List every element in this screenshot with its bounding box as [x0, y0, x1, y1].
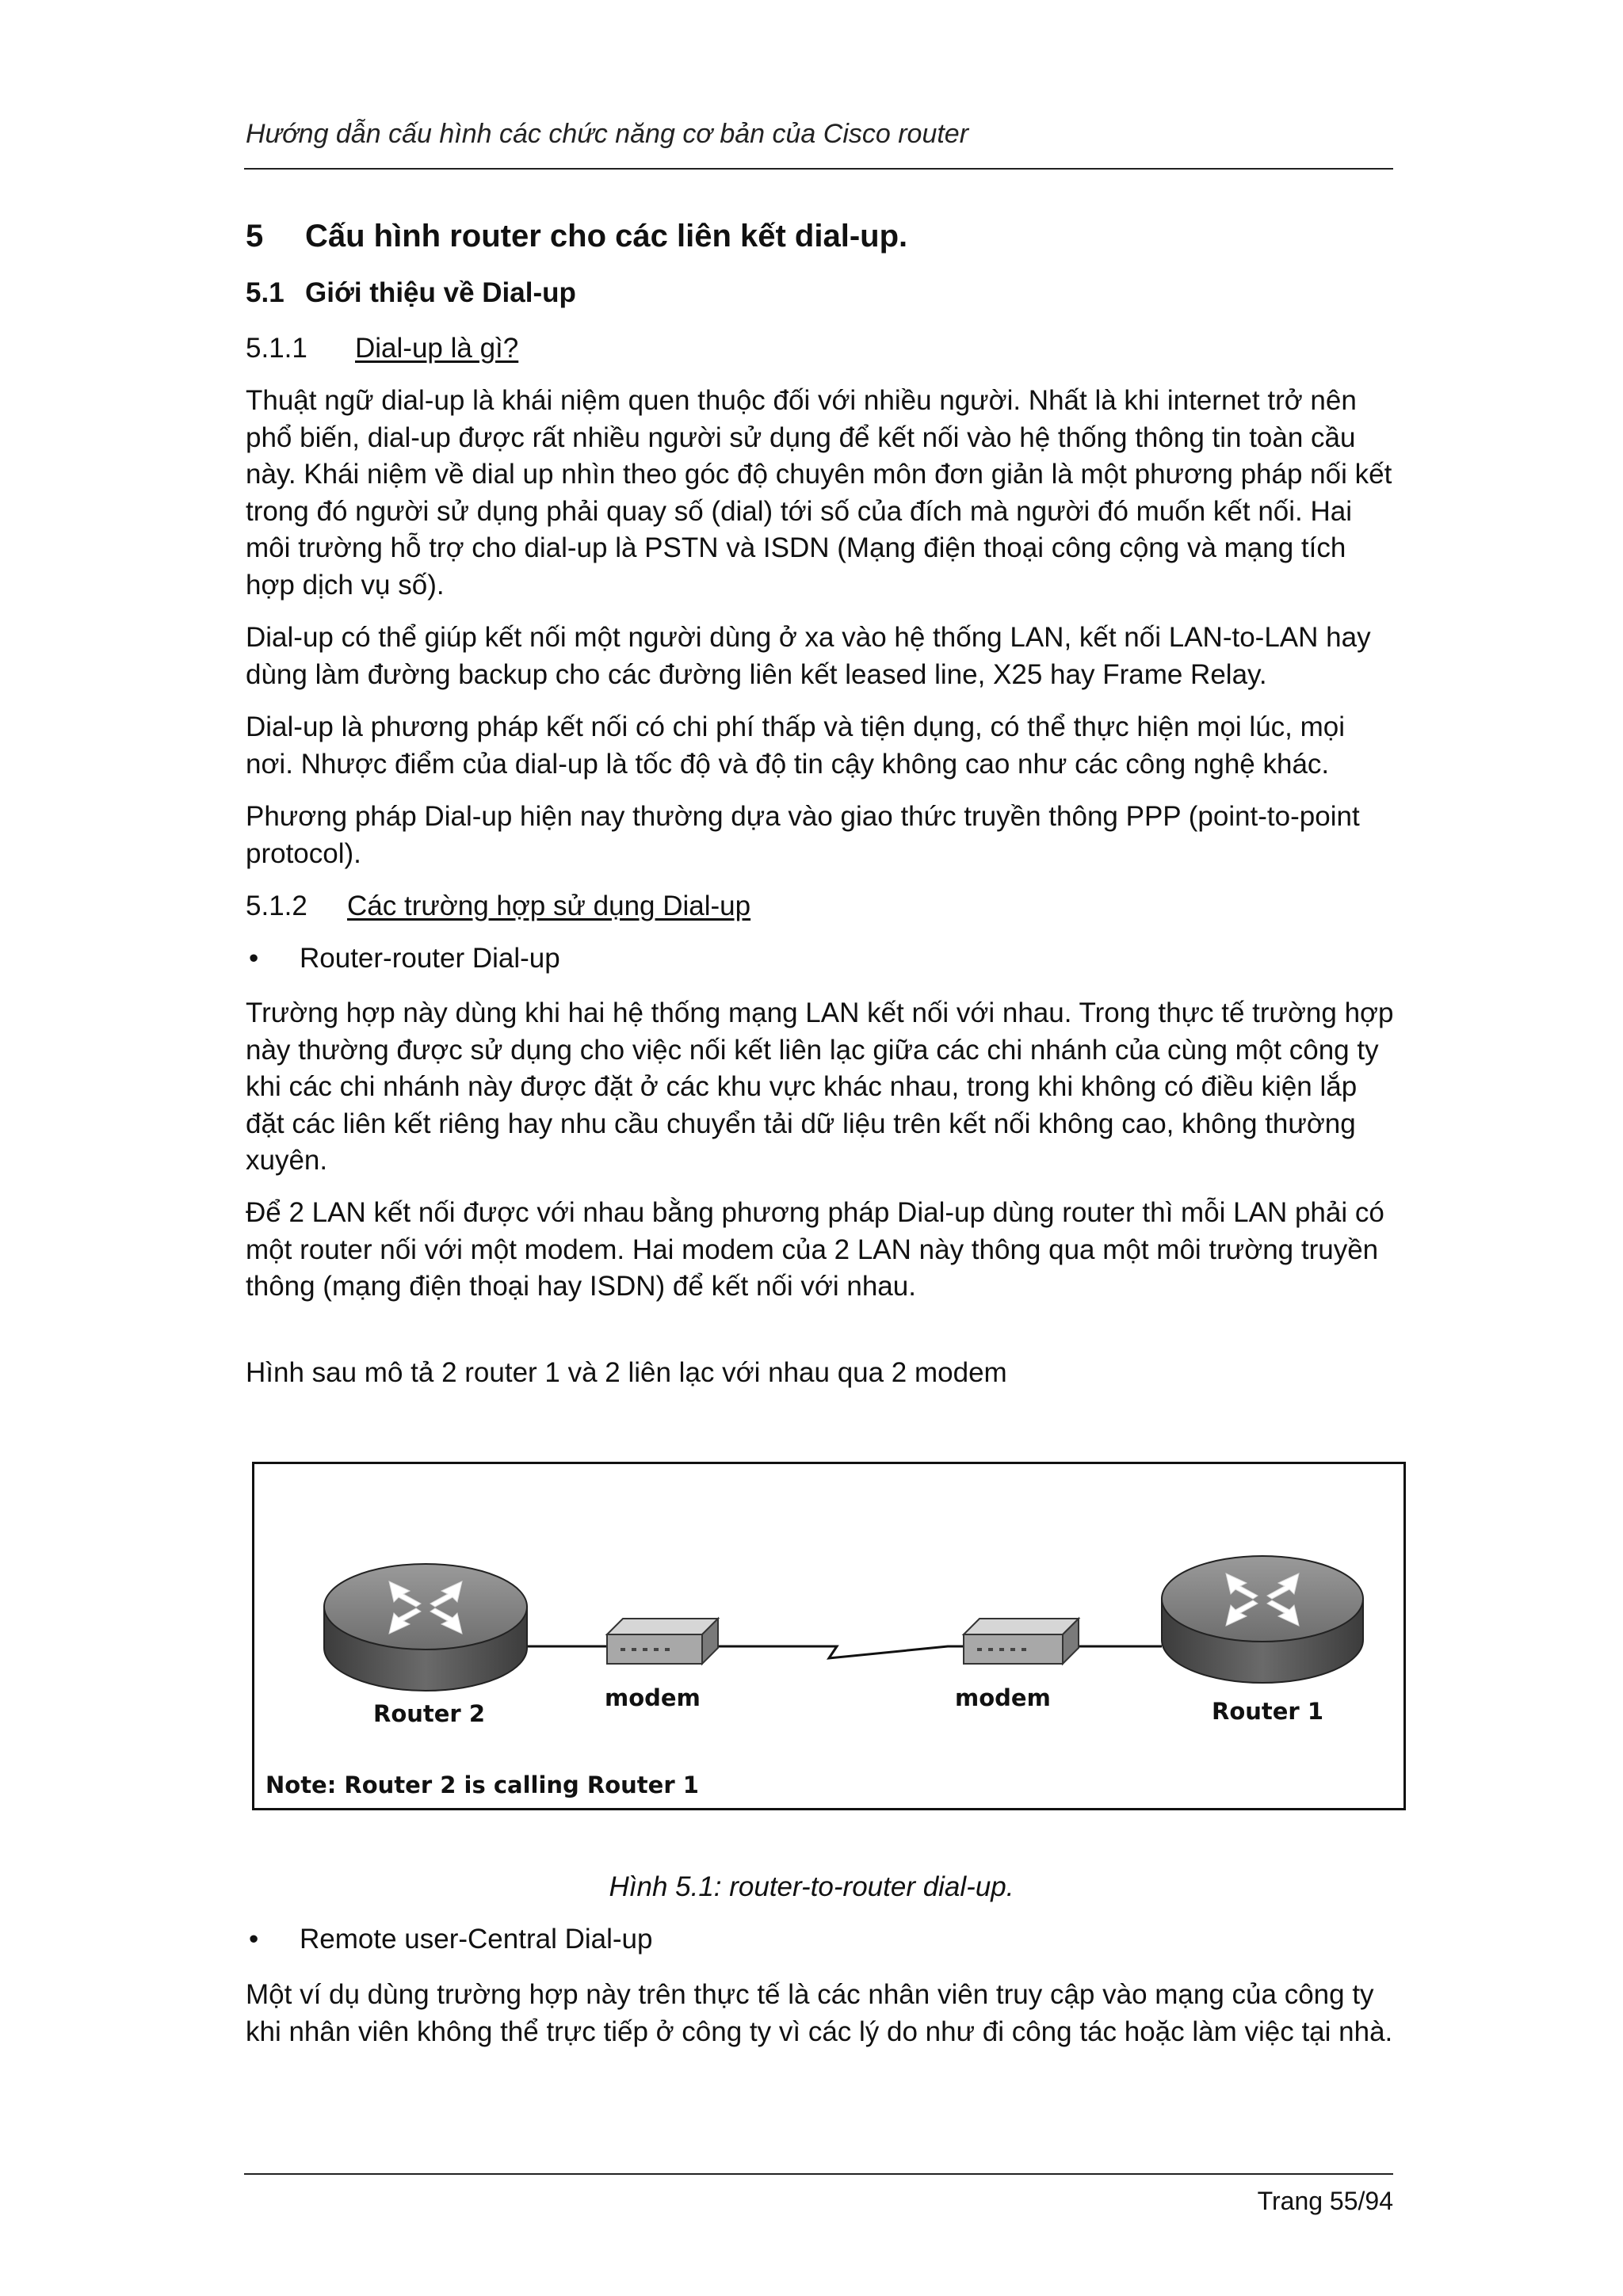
- figure-router-to-router: [252, 1462, 1406, 1810]
- bullet-text: Router-router Dial-up: [300, 943, 560, 974]
- section-5-title: Cấu hình router cho các liên kết dial-up.: [305, 219, 908, 254]
- section-5-1-heading: [246, 277, 576, 309]
- paragraph: Trường hợp này dùng khi hai hệ thống mạng LAN kết nối với nhau. Trong thực tế trường hợp này thường được sử dụng cho việc nối kết liên lạc giữa các chi nhánh của cùng một công ty khi các chi nhánh này được đặt ở các khu vực khác nhau, trong khi không có điều kiện lắp đặt các liên kết riêng hay nhu cầu chuyển tải dữ liệu trên kết nối không cao, không thường xuyên.: [246, 997, 1394, 1176]
- router-1-label: Router 1: [1212, 1698, 1324, 1725]
- modem-left-label: modem: [605, 1684, 701, 1711]
- section-5-1-title: Giới thiệu về Dial-up: [305, 277, 576, 308]
- router-icon: [324, 1564, 527, 1691]
- bullet-item: [246, 943, 560, 974]
- paragraph: Một ví dụ dùng trường hợp này trên thực tế là các nhân viên truy cập vào mạng của công ty khi nhân viên không thể trực tiếp ở công ty vì các lý do như đi công tác hoặc làm việc tại nhà.: [246, 1979, 1393, 2047]
- section-5-number: 5: [246, 219, 264, 254]
- section-5-1-number: 5.1: [246, 277, 285, 308]
- modem-icon: [607, 1619, 718, 1664]
- section-5-1-2-title: Các trường hợp sử dụng Dial-up: [347, 891, 751, 921]
- paragraph: Để 2 LAN kết nối được với nhau bằng phương pháp Dial-up dùng router thì mỗi LAN phải có một router nối với một modem. Hai modem của 2 LAN này thông qua một môi trường truyền thông (mạng điện thoại hay ISDN) để kết nối với nhau.: [246, 1197, 1384, 1302]
- network-diagram: [254, 1464, 1403, 1808]
- section-5-1-1-heading: [246, 333, 518, 364]
- dialup-link-zigzag: [718, 1646, 964, 1658]
- page-header-title: Hướng dẫn cấu hình các chức năng cơ bản của Cisco router: [246, 119, 969, 149]
- section-5-1-2-heading: [246, 891, 750, 922]
- bullet-icon: •: [249, 943, 259, 974]
- page-number: Trang 55/94: [1257, 2187, 1393, 2215]
- footer-divider: [244, 2173, 1393, 2175]
- paragraph: Dial-up có thể giúp kết nối một người dùng ở xa vào hệ thống LAN, kết nối LAN-to-LAN hay dùng làm đường backup cho các đường liên kết leased line, X25 hay Frame Relay.: [246, 622, 1371, 690]
- paragraph: Dial-up là phương pháp kết nối có chi phí thấp và tiện dụng, có thể thực hiện mọi lúc, mọi nơi. Nhược điểm của dial-up là tốc độ và độ tin cậy không cao như các công nghệ khác.: [246, 711, 1346, 780]
- bullet-icon: •: [249, 1924, 259, 1955]
- router-icon: [1162, 1556, 1363, 1683]
- figure-note: Note: Router 2 is calling Router 1: [265, 1772, 699, 1798]
- modem-icon: [964, 1619, 1079, 1664]
- modem-right-label: modem: [955, 1684, 1051, 1711]
- section-5-1-1-number: 5.1.1: [246, 333, 307, 364]
- section-5-1-2-number: 5.1.2: [246, 891, 307, 921]
- figure-intro: Hình sau mô tả 2 router 1 và 2 liên lạc với nhau qua 2 modem: [246, 1357, 1007, 1388]
- router-2-label: Router 2: [373, 1700, 486, 1727]
- paragraph: Thuật ngữ dial-up là khái niệm quen thuộc đối với nhiều người. Nhất là khi internet trở nên phổ biến, dial-up được rất nhiều người sử dụng để kết nối vào hệ thống thông tin toàn cầu này. Khái niệm về dial up nhìn theo góc độ chuyên môn đơn giản là một phương pháp nối kết trong đó người sử dụng phải quay số (dial) tới số của đích mà người đó muốn kết nối. Hai môi trường hỗ trợ cho dial-up là PSTN và ISDN (Mạng điện thoại công cộng và mạng tích hợp dịch vụ số).: [246, 385, 1392, 601]
- figure-caption: Hình 5.1: router-to-router dial-up.: [609, 1871, 1014, 1902]
- header-divider: [244, 168, 1393, 170]
- bullet-item: [246, 1924, 652, 1955]
- bullet-text: Remote user-Central Dial-up: [300, 1924, 653, 1955]
- paragraph: Phương pháp Dial-up hiện nay thường dựa vào giao thức truyền thông PPP (point-to-point protocol).: [246, 801, 1360, 869]
- section-5-heading: [246, 219, 907, 254]
- section-5-1-1-title: Dial-up là gì?: [355, 333, 519, 364]
